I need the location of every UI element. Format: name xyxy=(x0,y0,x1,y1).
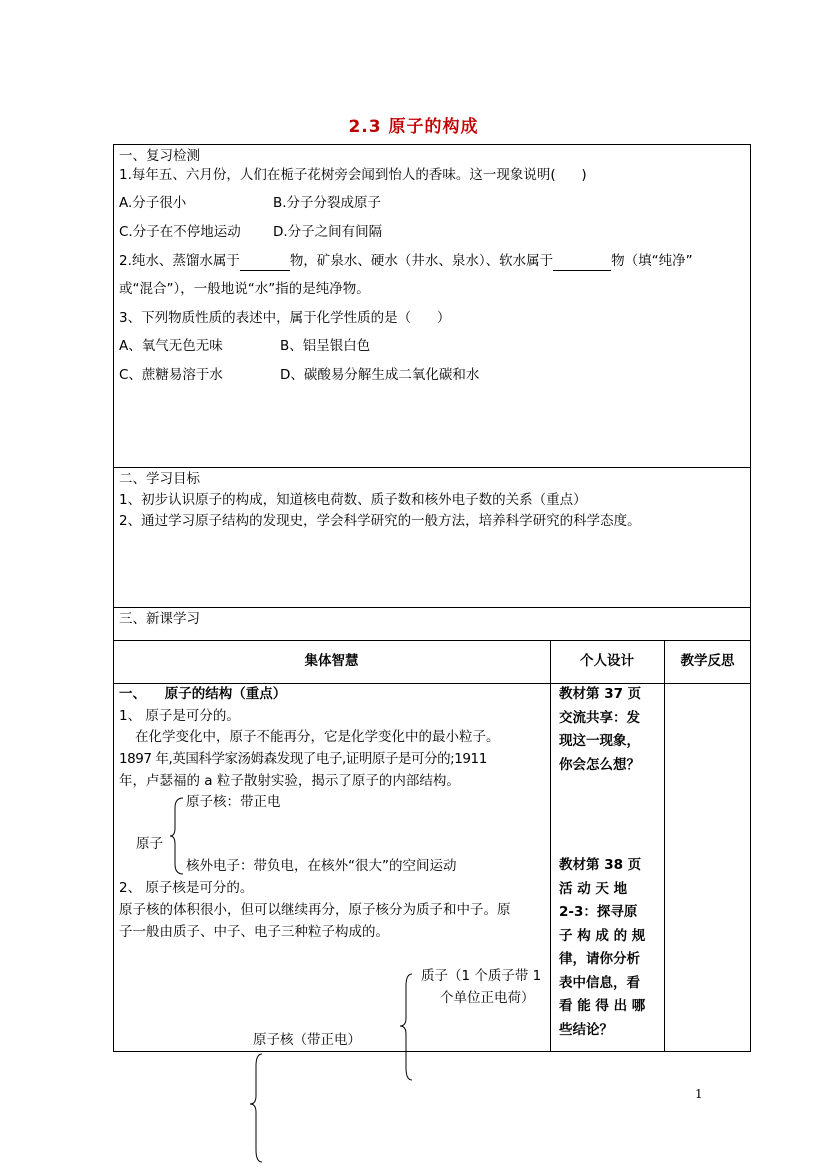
question-1: 1.每年五、六月份，人们在栀子花树旁会闻到怡人的香味。这一现象说明( ) xyxy=(119,167,587,183)
new-lesson-heading: 三、新课学习 xyxy=(119,611,200,627)
paragraph: 在化学变化中，原子不能再分，它是化学变化中的最小粒子。 xyxy=(135,729,500,745)
paragraph: 2、 原子核是可分的。 xyxy=(119,880,254,896)
design-line: 教材第 38 页 xyxy=(559,857,642,873)
brace-icon xyxy=(170,796,186,876)
paragraph: 1、 原子是可分的。 xyxy=(119,708,240,724)
design-line: 现这一现象， xyxy=(559,733,640,749)
design-line: 交流共享：发 xyxy=(559,709,640,726)
column-divider xyxy=(550,640,551,1052)
option-b: B.分子分裂成原子 xyxy=(273,195,382,211)
atom-label: 原子 xyxy=(136,836,163,852)
divider xyxy=(113,607,751,608)
option-a: A、氧气无色无味 xyxy=(119,338,223,354)
design-line: 教材第 37 页 xyxy=(559,686,642,702)
paragraph: 子一般由质子、中子、电子三种粒子构成的。 xyxy=(119,924,389,940)
electron-label: 核外电子：带负电，在核外“很大”的空间运动 xyxy=(186,858,457,874)
goal-2: 2、通过学习原子结构的发现史，学会科学研究的一般方法，培养科学研究的科学态度。 xyxy=(119,513,641,529)
option-c: C、蔗糖易溶于水 xyxy=(119,367,223,383)
section-atom-structure: 一、 原子的结构（重点） xyxy=(119,686,287,702)
brace-icon xyxy=(398,972,414,1082)
paragraph: 1897 年,英国科学家汤姆森发现了电子,证明原子是可分的;1911 xyxy=(119,751,487,767)
question-2 xyxy=(119,251,693,271)
paragraph: 年，卢瑟福的 a 粒子散射实验，揭示了原子的内部结构。 xyxy=(119,773,460,789)
column-header-collective: 集体智慧 xyxy=(304,653,359,669)
design-note-2 xyxy=(559,854,647,1042)
proton-label-cont: 个单位正电荷） xyxy=(440,990,535,1006)
blank-1[interactable] xyxy=(240,256,290,271)
design-note-1 xyxy=(559,683,647,777)
option-c: C.分子在不停地运动 xyxy=(119,224,241,240)
design-line: 看 能 得 出 哪 xyxy=(559,998,646,1014)
option-b: B、铝呈银白色 xyxy=(280,338,371,354)
design-line: 子 构 成 的 规 xyxy=(559,927,646,944)
page-title: 2.3 原子的构成 xyxy=(348,117,479,137)
question-3: 3、下列物质性质的表述中，属于化学性质的是（ ） xyxy=(119,310,451,326)
divider xyxy=(113,467,751,468)
design-line: 表中信息，看 xyxy=(559,974,640,991)
design-line: 律，请你分析 xyxy=(559,951,640,967)
design-line: 2-3：探寻原 xyxy=(559,904,638,920)
goal-1: 1、初步认识原子的构成，知道核电荷数、质子数和核外电子数的关系（重点） xyxy=(119,492,587,508)
question-2-line2: 或“混合”），一般地说“水”指的是纯净物。 xyxy=(119,281,370,297)
nucleus-charge-label: 原子核（带正电） xyxy=(253,1032,361,1048)
option-d: D.分子之间有间隔 xyxy=(273,224,383,240)
page-number: 1 xyxy=(695,1087,703,1101)
question-2-part2: 物，矿泉水、硬水（井水、泉水）、软水属于 xyxy=(289,253,554,269)
paragraph: 原子核的体积很小，但可以继续再分，原子核分为质子和中子。原 xyxy=(119,902,511,918)
design-line: 些结论？ xyxy=(559,1021,613,1038)
question-2-part3: 物（填“纯净” xyxy=(611,253,693,269)
column-header-personal: 个人设计 xyxy=(580,653,634,669)
column-header-reflection: 教学反思 xyxy=(680,653,735,669)
nucleus-label: 原子核：带正电 xyxy=(186,794,281,810)
review-heading: 一、复习检测 xyxy=(119,148,200,164)
option-d: D、碳酸易分解生成二氧化碳和水 xyxy=(280,367,480,383)
option-a: A.分子很小 xyxy=(119,195,187,211)
design-line: 活 动 天 地 xyxy=(559,880,628,897)
column-divider xyxy=(664,640,665,1052)
design-line: 你会怎么想？ xyxy=(559,756,640,773)
proton-label: 质子（1 个质子带 1 xyxy=(421,968,542,984)
question-2-part1: 2.纯水、蒸馏水属于 xyxy=(119,253,240,269)
blank-2[interactable] xyxy=(553,256,611,271)
goals-heading: 二、学习目标 xyxy=(119,471,200,487)
brace-icon xyxy=(248,1052,264,1164)
